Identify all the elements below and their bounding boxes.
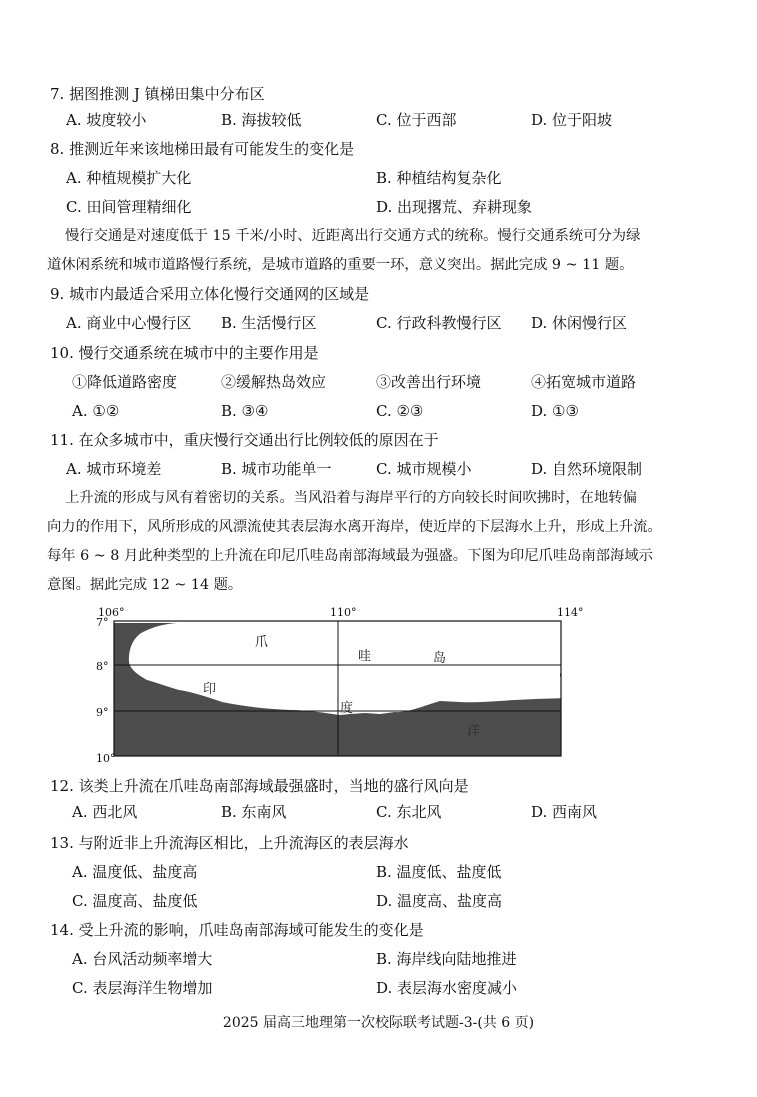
passage2-line1: 上升流的形成与风有着密切的关系。当风沿着与海岸平行的方向较长时间吹拂时，在地转偏 (65, 490, 637, 506)
q10-option-a: A. ①② (72, 402, 120, 420)
q12-option-c: C. 东北风 (376, 803, 442, 821)
q10-stem: 10. 慢行交通系统在城市中的主要作用是 (50, 344, 319, 362)
q7-option-d: D. 位于阳坡 (531, 111, 613, 129)
q14-option-c: C. 表层海洋生物增加 (72, 979, 213, 997)
q10-statement-1: ①降低道路密度 (72, 373, 178, 391)
island-label-2: 哇 (358, 649, 372, 664)
q7-option-a: A. 坡度较小 (66, 111, 147, 129)
q10-statement-2: ②缓解热岛效应 (221, 373, 327, 391)
q11-option-d: D. 自然环境限制 (531, 460, 643, 478)
lon-label-110: 110° (330, 606, 357, 619)
q12-option-b: B. 东南风 (221, 803, 287, 821)
q9-option-c: C. 行政科教慢行区 (376, 314, 502, 332)
q9-option-d: D. 休闲慢行区 (531, 314, 628, 332)
q8-option-b: B. 种植结构复杂化 (376, 169, 502, 187)
q11-stem: 11. 在众多城市中，重庆慢行交通出行比例较低的原因在于 (50, 431, 439, 449)
q11-option-a: A. 城市环境差 (66, 460, 162, 478)
ocean-label-3: 洋 (467, 724, 481, 739)
q13-option-d: D. 温度高、盐度高 (376, 892, 503, 910)
q14-option-a: A. 台风活动频率增大 (72, 950, 213, 968)
q14-option-d: D. 表层海水密度减小 (376, 979, 518, 997)
page-footer: 2025 届高三地理第一次校际联考试题-3-(共 6 页) (222, 1015, 535, 1031)
lat-label-10: 10° (96, 752, 116, 765)
q8-stem: 8. 推测近年来该地梯田最有可能发生的变化是 (50, 140, 355, 158)
lat-label-7: 7° (96, 616, 109, 629)
passage1-line2: 道休闲系统和城市道路慢行系统，是城市道路的重要一环，意义突出。据此完成 9 ~ 11 题。 (47, 257, 634, 273)
q10-option-d: D. ①③ (531, 402, 579, 420)
q10-option-c: C. ②③ (376, 402, 424, 420)
q7-option-b: B. 海拔较低 (221, 111, 302, 129)
passage1-line1: 慢行交通是对速度低于 15 千米/小时、近距离出行交通方式的统称。慢行交通系统可分为绿 (65, 228, 641, 244)
lon-label-114: 114° (557, 606, 584, 619)
q11-option-c: C. 城市规模小 (376, 460, 472, 478)
q10-option-b: B. ③④ (221, 402, 269, 420)
q8-option-a: A. 种植规模扩大化 (66, 169, 192, 187)
q8-option-c: C. 田间管理精细化 (66, 198, 192, 216)
q8-option-d: D. 出现撂荒、弃耕现象 (376, 198, 533, 216)
lat-label-9: 9° (96, 706, 109, 719)
q9-option-a: A. 商业中心慢行区 (66, 314, 192, 332)
q13-option-c: C. 温度高、盐度低 (72, 892, 198, 910)
passage2-line4: 意图。据此完成 12 ~ 14 题。 (47, 577, 243, 593)
q9-option-b: B. 生活慢行区 (221, 314, 317, 332)
q10-statement-3: ③改善出行环境 (376, 373, 482, 391)
q7-option-c: C. 位于西部 (376, 111, 457, 129)
ocean-label-1: 印 (203, 682, 217, 697)
island-label-3: 岛 (433, 651, 447, 666)
q12-option-a: A. 西北风 (72, 803, 138, 821)
lon-label-106: 106° (98, 606, 125, 619)
passage2-line3: 每年 6 ~ 8 月此种类型的上升流在印尼爪哇岛南部海域最为强盛。下图为印尼爪哇岛南部海域示 (47, 548, 653, 564)
q9-stem: 9. 城市内最适合采用立体化慢行交通网的区域是 (50, 285, 370, 303)
q13-option-a: A. 温度低、盐度高 (72, 863, 198, 881)
ocean-label-2: 度 (340, 701, 354, 716)
lat-label-8: 8° (96, 660, 109, 673)
q12-stem: 12. 该类上升流在爪哇岛南部海域最强盛时，当地的盛行风向是 (50, 777, 469, 795)
q14-stem: 14. 受上升流的影响，爪哇岛南部海域可能发生的变化是 (50, 921, 424, 939)
q7-stem: 7. 据图推测 J 镇梯田集中分布区 (50, 85, 265, 103)
passage2-line2: 向力的作用下，风所形成的风漂流使其表层海水离开海岸，使近岸的下层海水上升，形成上升流。 (47, 519, 662, 535)
q11-option-b: B. 城市功能单一 (221, 460, 332, 478)
q14-option-b: B. 海岸线向陆地推进 (376, 950, 517, 968)
q12-option-d: D. 西南风 (531, 803, 598, 821)
island-label-1: 爪 (255, 635, 269, 650)
q10-statement-4: ④拓宽城市道路 (531, 373, 637, 391)
q13-option-b: B. 温度低、盐度低 (376, 863, 502, 881)
q13-stem: 13. 与附近非上升流海区相比，上升流海区的表层海水 (50, 834, 409, 852)
java-south-sea-map (95, 602, 590, 767)
